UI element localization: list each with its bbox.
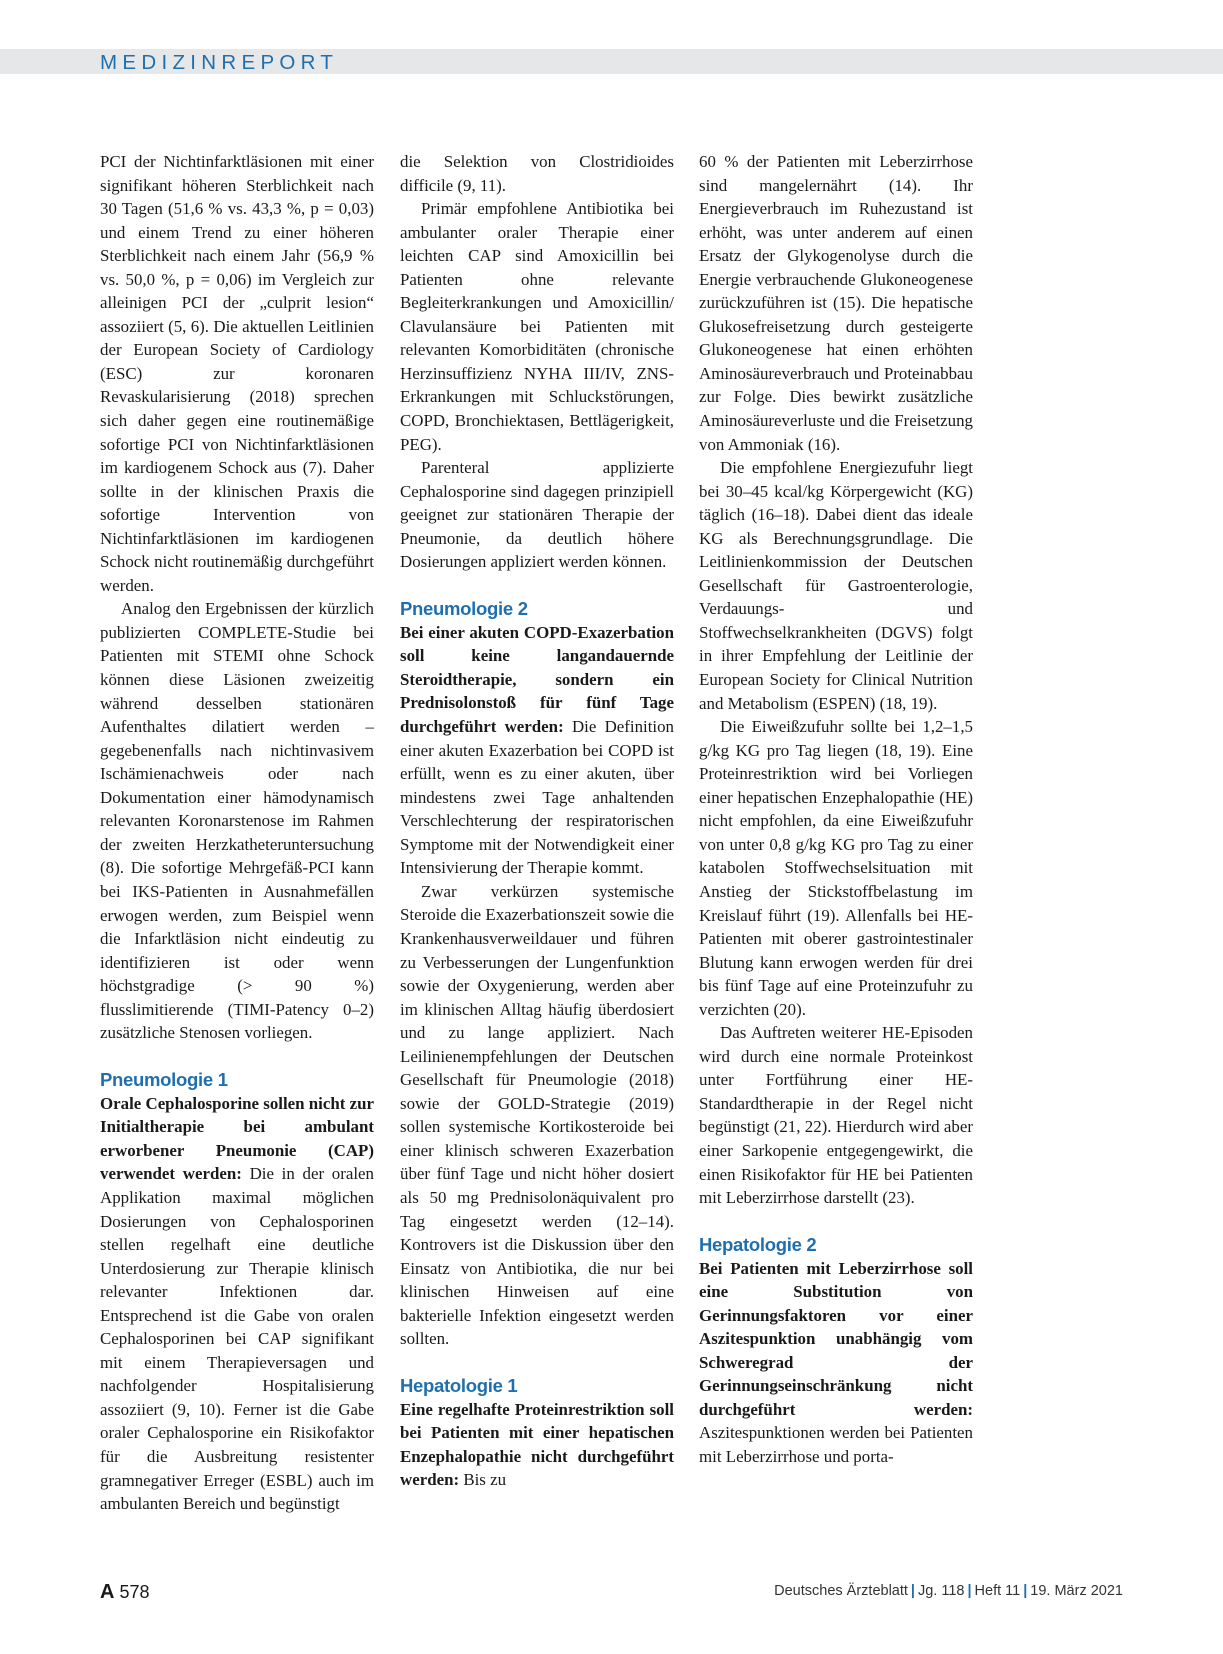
recommendation-lead: Eine regelhafte Proteinrestriktion soll bei Patienten mit einer hepatischen Enzephalopathie nicht durchgeführt werden:: [400, 1399, 674, 1490]
column-2: [400, 150, 674, 1492]
page-number-value: 578: [119, 1582, 150, 1602]
column-1: [100, 150, 374, 1516]
section-label: MEDIZINREPORT: [100, 51, 339, 74]
paragraph: 60 % der Patienten mit Leberzirrhose sind mangelernährt (14). Ihr Energieverbrauch im Ruhezustand ist erhöht, was unter anderem auf einen Ersatz der Glykogenolyse durch die Energie verbrauchende Glukoneogenese zurückzuführen ist (15). Die hepatische Glukosefreisetzung durch gesteigerte Glukoneogenese hat einen erhöhten Aminosäureverbrauch und Proteinabbau zur Folge. Dies bewirkt zusätzliche Aminosäureverluste und die Freisetzung von Ammoniak (16).: [699, 152, 973, 454]
paragraph: Die Eiweißzufuhr sollte bei 1,2–1,5 g/kg KG pro Tag liegen (18, 19). Eine Proteinrestriktion wird bei Vorliegen einer hepatischen Enzephalopathie (HE) nicht empfohlen, da eine Eiweißzufuhr von unter 0,8 g/kg KG pro Tag zu einer katabolen Stoffwechselsituation mit Anstieg der Stickstoffbelastung im Kreislauf führt (19). Allenfalls bei HE-Patienten mit oberer gastrointestinaler Blutung kann erwogen werden für drei bis fünf Tage auf eine Proteinzufuhr zu verzichten (20).: [699, 717, 973, 1019]
footer-separator: |: [910, 1583, 915, 1599]
paragraph: Primär empfohlene Antibiotika bei ambulanter oraler Therapie einer leichten CAP sind Amoxicillin bei Patienten ohne relevante Begleiterkrankungen und Amoxicillin/ Clavulansäure bei Patienten mit relevanten Komorbiditäten (chronische Herzinsuffizienz NYHA III/IV, ZNS-Erkrankungen mit Schluckstörungen, COPD, Bronchiektasen, Bettlägerigkeit, PEG).: [400, 199, 674, 454]
recommendation-paragraph: [699, 1257, 973, 1469]
recommendation-text: Die Definition einer akuten Exazerbation bei COPD ist erfüllt, wenn es zu einer akuten, über mindestens zwei Tage anhaltenden Verschlechterung der respiratorischen Symptome mit der Notwendigkeit einer Intensivierung der Therapie kommt.: [400, 717, 675, 878]
recommendation-paragraph: [400, 1398, 674, 1492]
recommendation-lead: Bei einer akuten COPD-Exazerbation soll keine langandauernde Steroidtherapie, sondern ein Prednisolonstoß für fünf Tage durchgeführt werden:: [400, 622, 674, 737]
page-letter: A: [100, 1581, 115, 1603]
paragraph: Analog den Ergebnissen der kürzlich publizierten COMPLETE-Studie bei Patienten mit STEMI ohne Schock können diese Läsionen zweizeitig während desselben stationären Aufenthaltes dilatiert werden – gegebenenfalls nach nichtinvasivem Ischämienachweis oder nach Dokumentation einer hämodynamisch relevanten Koronarstenose im Rahmen der zweiten Herzkatheteruntersuchung (8). Die sofortige Mehrgefäß-PCI kann bei IKS-Patienten in Ausnahmefällen erwogen werden, zum Beispiel wenn die Infarktläsion nicht eindeutig zu identifizieren ist oder wenn höchstgradige (> 90 %) flusslimitierende (TIMI-Patency 0–2) zusätzliche Stenosen vorliegen.: [100, 599, 374, 1043]
journal-date: 19. März 2021: [1030, 1583, 1123, 1599]
journal-volume: Jg. 118: [917, 1583, 965, 1599]
paragraph: Die empfohlene Energiezufuhr liegt bei 30–45 kcal/kg Körpergewicht (KG) täglich (16–18). Dabei dient das ideale KG als Berechnungsgrundlage. Die Leitlinienkommission der Deutschen Gesellschaft für Gastroenterologie, Verdauungs- und Stoffwechselkrankheiten (DGVS) folgt in ihrer Empfehlung der Leitlinie der European Society for Clinical Nutrition and Metabolism (ESPEN) (18, 19).: [699, 458, 973, 713]
recommendation-paragraph: [400, 621, 674, 880]
paragraph: Parenteral applizierte Cephalosporine sind dagegen prinzipiell geeignet zur stationären Therapie der Pneumonie, da deutlich höhere Dosierungen appliziert werden können.: [400, 458, 674, 572]
recommendation-lead: Orale Cephalosporine sollen nicht zur Initialtherapie bei ambulant erworbener Pneumonie (CAP) verwendet werden:: [100, 1093, 375, 1184]
section-heading-pneumologie-2: Pneumologie 2: [400, 597, 528, 619]
paragraph: PCI der Nichtinfarktläsionen mit einer signifikant höheren Sterblichkeit nach 30 Tagen (51,6 % vs. 43,3 %, p = 0,03) und einem Trend zu einer höheren Sterblichkeit nach einem Jahr (56,9 % vs. 50,0 %, p = 0,06) im Vergleich zur alleinigen PCI der „culprit lesion“ assoziiert (5, 6). Die aktuellen Leitlinien der European Society of Cardiology (ESC) zur koronaren Revaskularisierung (2018) sprechen sich daher gegen eine routinemäßige sofortige PCI von Nichtinfarktläsionen im kardiogenem Schock aus (7). Daher sollte in der klinischen Praxis die sofortige Intervention von Nichtinfarktläsionen im kardiogenen Schock nicht routinemäßig durchgeführt werden.: [100, 152, 374, 595]
footer-separator: |: [1023, 1583, 1028, 1599]
page-number: [100, 1581, 150, 1604]
section-heading-hepatologie-2: Hepatologie 2: [699, 1233, 817, 1255]
recommendation-text: Die in der oralen Applikation maximal möglichen Dosierungen von Cephalosporinen stellen regelhaft eine deutliche Unterdosierung zur Therapie klinisch relevanter Infektionen dar. Entsprechend ist die Gabe von oralen Cephalosporinen bei CAP signifikant mit einem Therapieversagen und nachfolgender Hospitalisierung assoziiert (9, 10). Ferner ist die Gabe oraler Cephalosporine ein Risikofaktor für die Ausbreitung resistenter gramnegativer Erreger (ESBL) auch im ambulanten Bereich und begünstigt: [100, 1164, 374, 1514]
paragraph: Zwar verkürzen systemische Steroide die Exazerbationszeit sowie die Krankenhausverweildauer und führen zu Verbesserungen der Lungenfunktion sowie der Oxygenierung, werden aber im klinischen Alltag häufig überdosiert und zu lange appliziert. Nach Leilinienempfehlungen der Deutschen Gesellschaft für Pneumologie (2018) sowie der GOLD-Strategie (2019) sollen systemische Kortikosteroide bei einer klinisch schweren Exazerbation über fünf Tage und nicht höher dosiert als 50 mg Prednisolonäquivalent pro Tag eingesetzt werden (12–14). Kontrovers ist die Diskussion über den Einsatz von Antibiotika, die nur bei klinischen Hinweisen auf eine bakterielle Infektion eingesetzt werden sollten.: [400, 881, 674, 1349]
recommendation-paragraph: [100, 1092, 374, 1516]
column-3: [699, 150, 973, 1469]
journal-name: Deutsches Ärzteblatt: [774, 1583, 908, 1599]
recommendation-lead: Bei Patienten mit Leberzirrhose soll eine Substitution von Gerinnungsfaktoren vor einer Aszitespunktion unabhängig vom Schweregrad der Gerinnungseinschränkung nicht durchgeführt werden:: [699, 1258, 973, 1419]
recommendation-text: Bis zu: [459, 1470, 507, 1490]
recommendation-text: Aszitespunktionen werden bei Patienten mit Leberzirrhose und porta-: [699, 1423, 973, 1466]
section-heading-hepatologie-1: Hepatologie 1: [400, 1374, 518, 1396]
section-heading-pneumologie-1: Pneumologie 1: [100, 1068, 228, 1090]
paragraph: Das Auftreten weiterer HE-Episoden wird durch eine normale Proteinkost unter Fortführung einer HE-Standardtherapie in der Regel nicht begünstigt (21, 22). Hierdurch wird aber einer Sarkopenie entgegengewirkt, die einen Risikofaktor für HE bei Patienten mit Leberzirrhose darstellt (23).: [699, 1023, 973, 1208]
journal-issue: Heft 11: [974, 1583, 1021, 1599]
footer-citation: [774, 1583, 1123, 1599]
footer-separator: |: [967, 1583, 972, 1599]
paragraph: die Selektion von Clostridioides difficile (9, 11).: [400, 152, 674, 195]
